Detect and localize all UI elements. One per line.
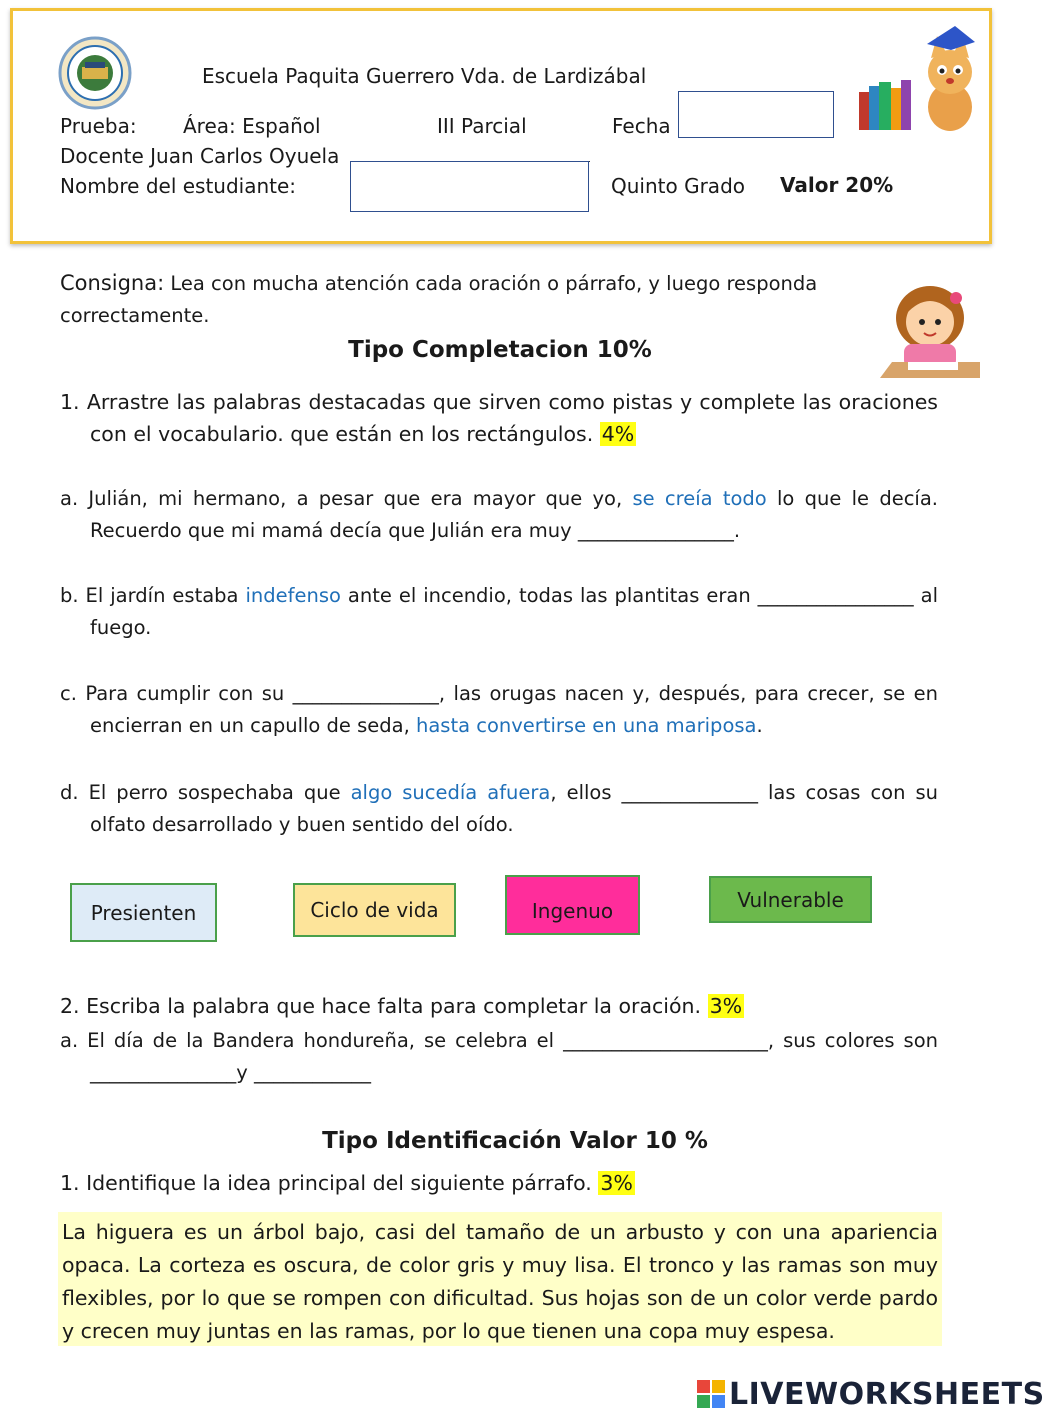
section-title-completacion: Tipo Completacion 10% xyxy=(348,337,652,363)
item-b-blank[interactable]: ________________ xyxy=(757,584,914,607)
question-2a-blank-3[interactable]: ____________ xyxy=(254,1061,371,1084)
consigna-text: Lea con mucha atención cada oración o párrafo, y luego responda xyxy=(164,272,818,295)
liveworksheets-brand-text: LIVEWORKSHEETS xyxy=(729,1376,1045,1412)
item-a-suffix: lo que le decía. Recuerdo que mi mamá decía que Julián era muy xyxy=(90,487,938,542)
area-label: Área: Español xyxy=(183,114,321,138)
grade-label: Quinto Grado xyxy=(611,174,745,198)
liveworksheets-icon xyxy=(697,1380,725,1408)
item-c-clue: hasta convertirse en una mariposa xyxy=(416,714,757,737)
question-1-text xyxy=(60,386,938,450)
liveworksheets-logo xyxy=(697,1376,1045,1412)
item-d-clue: algo sucedía afuera xyxy=(350,781,551,804)
item-a xyxy=(60,483,938,547)
item-d-end: las cosas con su olfato desarrollado y buen sentido del oído. xyxy=(90,781,938,836)
prueba-label: Prueba: xyxy=(60,114,137,138)
student-name-label: Nombre del estudiante: xyxy=(60,174,297,198)
docente-label: Docente Juan Carlos Oyuela xyxy=(60,144,340,168)
girl-writing-illustration xyxy=(878,278,982,382)
valor-label: Valor 20% xyxy=(780,173,894,197)
word-tile-vulnerable[interactable]: Vulnerable xyxy=(709,876,872,923)
item-b-mid: ante el incendio, todas las plantitas eran xyxy=(340,584,758,607)
identification-question-1 xyxy=(60,1167,938,1199)
question-1-label: 1. Arrastre las palabras destacadas que sirven como pistas y complete las oraciones con el vocabulario. que están en los rectángulos. xyxy=(60,390,938,446)
question-2a-blank-2[interactable]: _______________ xyxy=(90,1061,237,1084)
item-c-end: . xyxy=(756,714,763,737)
question-1-value: 4% xyxy=(601,422,635,446)
word-tile-presienten[interactable]: Presienten xyxy=(70,883,217,942)
school-logo xyxy=(56,36,134,110)
item-a-prefix: a. Julián, mi hermano, a pesar que era mayor que yo, xyxy=(60,487,633,510)
item-b-clue: indefenso xyxy=(245,584,341,607)
word-tile-ciclo-de-vida[interactable]: Ciclo de vida xyxy=(293,883,456,937)
item-a-clue: se creía todo xyxy=(632,487,767,510)
consigna-label: Consigna: xyxy=(60,271,165,295)
question-2a-y: y xyxy=(236,1061,254,1084)
identification-question-1-label: 1. Identifique la idea principal del siguiente párrafo. xyxy=(60,1171,599,1195)
question-2-label: 2. Escriba la palabra que hace falta para completar la oración. xyxy=(60,994,708,1018)
item-b-end: al fuego. xyxy=(90,584,938,639)
item-d-mid: , ellos xyxy=(550,781,622,804)
consigna-line-2: correctamente. xyxy=(60,304,210,327)
item-a-end: . xyxy=(733,519,741,542)
question-2-text xyxy=(60,990,938,1022)
student-name-input[interactable] xyxy=(350,161,589,212)
school-name: Escuela Paquita Guerrero Vda. de Lardizábal xyxy=(202,64,647,88)
identification-question-1-value: 3% xyxy=(600,1171,633,1195)
question-2a-prefix: a. El día de la Bandera hondureña, se celebra el xyxy=(60,1029,564,1052)
item-c-prefix: c. Para cumplir con su xyxy=(60,682,293,705)
cat-books-illustration xyxy=(855,22,985,134)
item-b xyxy=(60,580,938,644)
question-2a-mid: , sus colores son xyxy=(767,1029,938,1052)
parcial-label: III Parcial xyxy=(437,114,527,138)
section-title-identificacion: Tipo Identificación Valor 10 % xyxy=(322,1128,708,1154)
item-d xyxy=(60,777,938,841)
higuera-paragraph: La higuera es un árbol bajo, casi del tamaño de un arbusto y con una apariencia opaca. La corteza es oscura, de color gris y muy lisa. El tronco y las ramas son muy flexibles, por lo que se rompen con dificultad. Sus hojas son de un color verde pardo y crecen muy juntas en las ramas, por lo que tienen una copa muy espesa. xyxy=(58,1212,942,1346)
fecha-input[interactable] xyxy=(678,91,834,138)
item-c-mid: , las orugas nacen y, después, para crecer, se en encierran en un capullo de seda, xyxy=(90,682,938,737)
question-2a-blank-1[interactable]: _____________________ xyxy=(563,1029,768,1052)
item-c-blank[interactable]: _______________ xyxy=(292,682,439,705)
word-tile-ingenuo[interactable]: Ingenuo xyxy=(505,875,640,935)
question-2-value: 3% xyxy=(709,994,743,1018)
question-2a xyxy=(60,1025,938,1089)
item-a-blank[interactable]: ________________ xyxy=(577,519,734,542)
item-d-prefix: d. El perro sospechaba que xyxy=(60,781,351,804)
fecha-label: Fecha xyxy=(612,114,671,138)
item-d-blank[interactable]: ______________ xyxy=(621,781,759,804)
consigna-line-1 xyxy=(60,267,900,300)
item-b-prefix: b. El jardín estaba xyxy=(60,584,246,607)
item-c xyxy=(60,678,938,742)
